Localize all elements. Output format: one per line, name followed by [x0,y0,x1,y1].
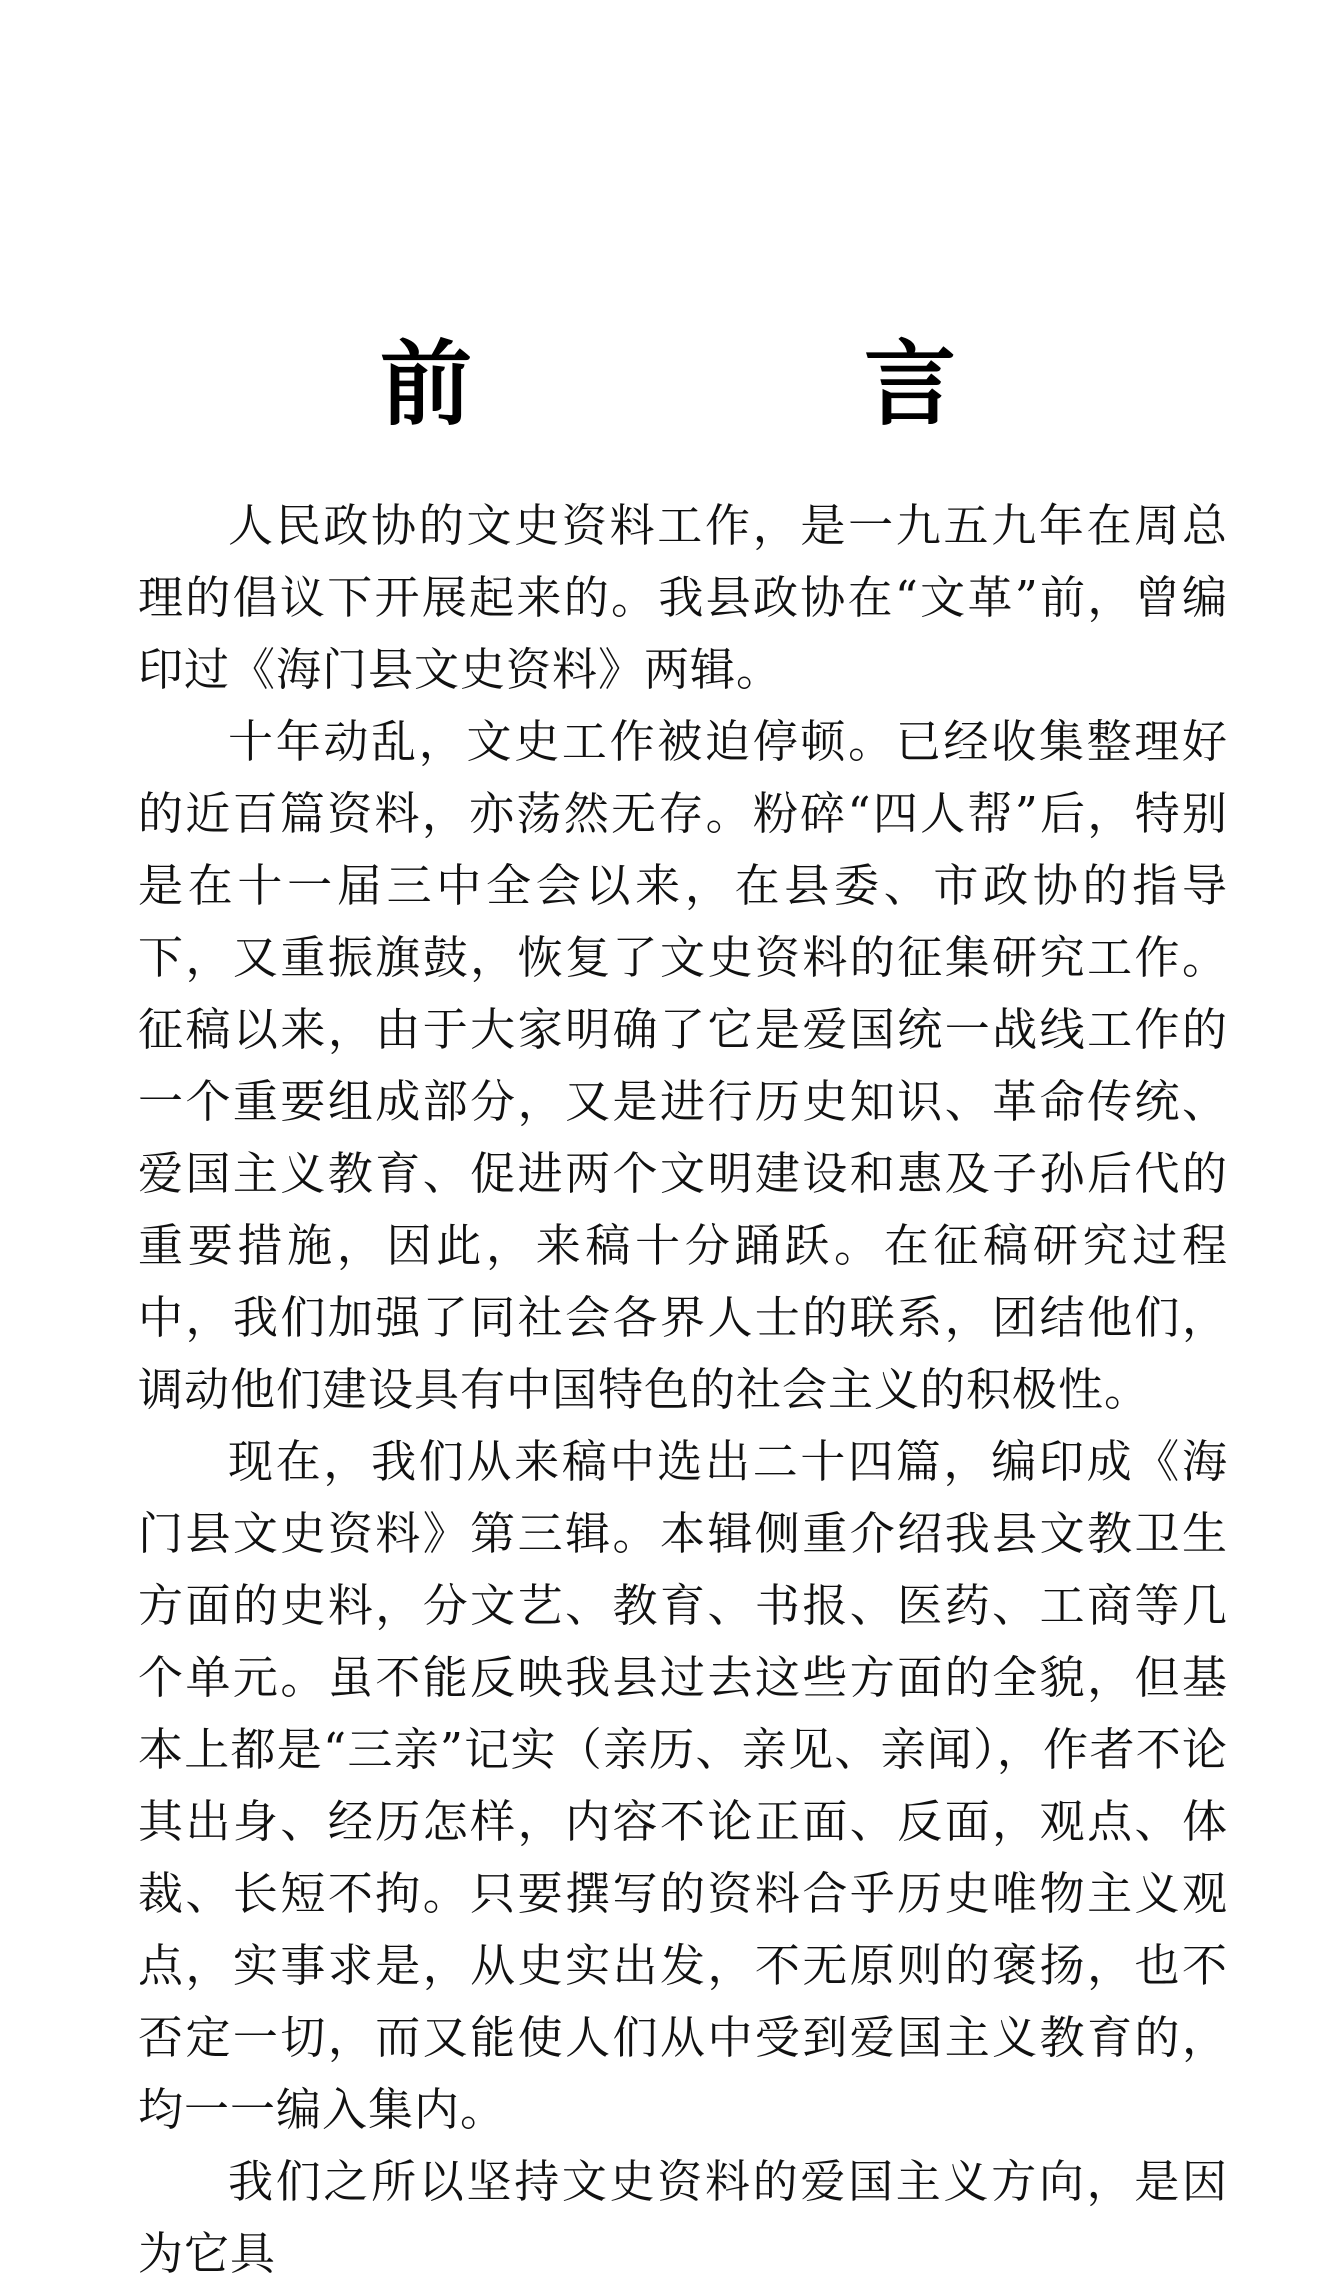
paragraph-1: 人民政协的文史资料工作，是一九五九年在周总理的倡议下开展起来的。我县政协在“文革”前，曾编印过《海门县文史资料》两辑。 [138,499,1228,696]
paragraph-4: 我们之所以坚持文史资料的爱国主义方向，是因为它具 [138,2155,1228,2280]
paragraph-2: 十年动乱，文史工作被迫停顿。已经收集整理好的近百篇资料，亦荡然无存。粉碎“四人帮”后，特别是在十一届三中全会以来，在县委、市政协的指导下，又重振旗鼓，恢复了文史资料的征集研究工作。征稿以来，由于大家明确了它是爱国统一战线工作的一个重要组成部分，又是进行历史知识、革命传统、爱国主义教育、促进两个文明建设和惠及子孙后代的重要措施，因此，来稿十分踊跃。在征稿研究过程中，我们加强了同社会各界人士的联系，团结他们，调动他们建设具有中国特色的社会主义的积极性。 [138,715,1228,1416]
page-title: 前 言 [379,331,1106,438]
paragraph-3: 现在，我们从来稿中选出二十四篇，编印成《海门县文史资料》第三辑。本辑侧重介绍我县文教卫生方面的史料，分文艺、教育、书报、医药、工商等几个单元。虽不能反映我县过去这些方面的全貌，但基本上都是“三亲”记实（亲历、亲见、亲闻），作者不论其出身、经历怎样，内容不论正面、反面，观点、体裁、长短不拘。只要撰写的资料合乎历史唯物主义观点，实事求是，从史实出发，不无原则的褒扬，也不否定一切，而又能使人们从中受到爱国主义教育的，均一一编入集内。 [138,1435,1228,2136]
body-text [138,490,1228,2290]
